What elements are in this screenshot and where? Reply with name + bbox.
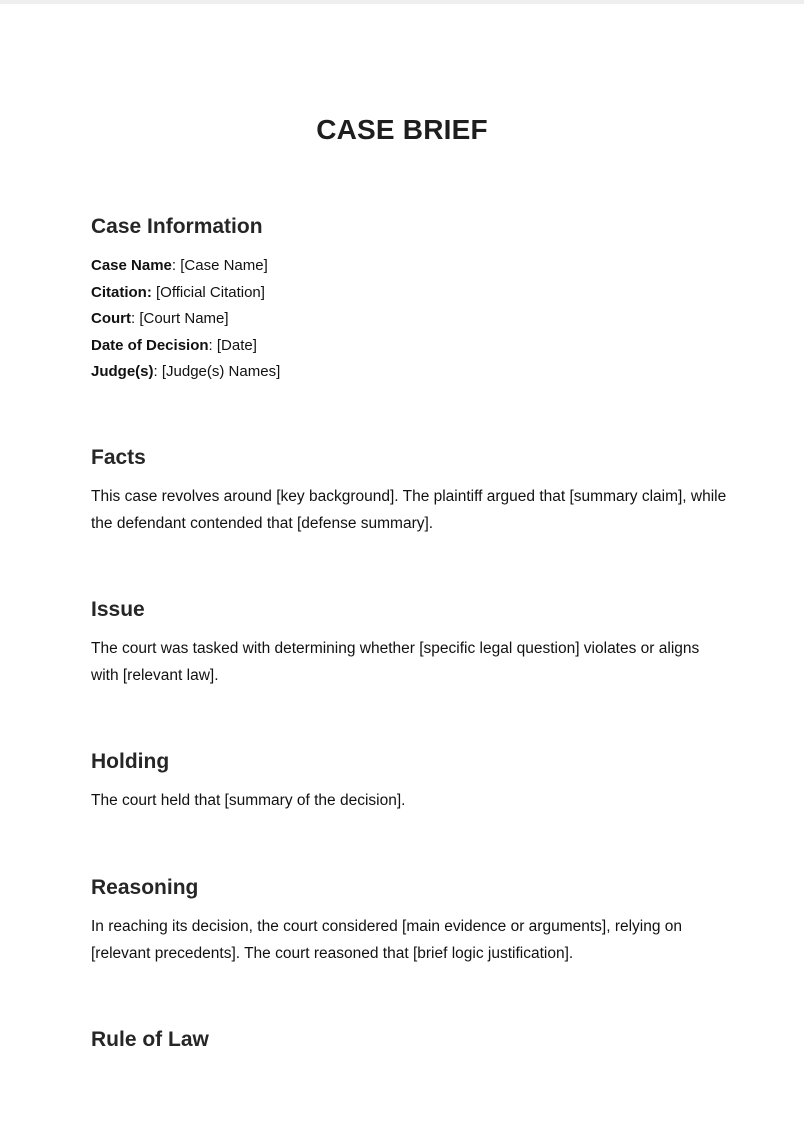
reasoning-text: In reaching its decision, the court considered [main evidence or arguments], relying on [relevant precedents]. The court reasoned that [brief logic justification]. xyxy=(91,918,683,962)
case-information-section xyxy=(91,213,731,386)
field-key: Court xyxy=(91,310,131,327)
field-citation xyxy=(91,280,731,307)
issue-heading: Issue xyxy=(91,598,145,621)
rule-of-law-heading: Rule of Law xyxy=(91,1028,209,1051)
field-value: [Judge(s) Names] xyxy=(161,363,281,380)
field-value: [Court Name] xyxy=(139,310,229,327)
document-title: CASE BRIEF xyxy=(316,114,488,145)
field-key: Case Name xyxy=(91,257,172,274)
facts-text: This case revolves around [key background]. The plaintiff argued that [summary claim], while the defendant contended that [defense summary]. xyxy=(91,488,727,532)
holding-text: The court held that [summary of the decision]. xyxy=(91,792,406,809)
holding-section xyxy=(91,748,731,830)
field-separator: : xyxy=(171,257,181,274)
field-date-of-decision xyxy=(91,333,731,360)
holding-heading: Holding xyxy=(91,750,170,773)
field-key: Judge(s) xyxy=(91,363,154,380)
reasoning-section xyxy=(91,874,731,983)
field-key: Date of Decision xyxy=(91,336,209,354)
case-information-heading: Case Information xyxy=(91,215,263,238)
field-judges xyxy=(91,359,731,386)
facts-section xyxy=(91,444,731,553)
field-value: [Official Citation] xyxy=(156,283,265,301)
facts-heading: Facts xyxy=(91,446,146,469)
reasoning-heading: Reasoning xyxy=(91,876,199,899)
field-separator: : xyxy=(208,336,217,354)
field-separator: : xyxy=(131,310,140,327)
top-border xyxy=(0,0,804,4)
field-court xyxy=(91,306,731,333)
field-key: Citation: xyxy=(91,283,152,301)
rule-of-law-section xyxy=(91,1026,731,1054)
field-value: [Date] xyxy=(216,336,257,354)
field-value: [Case Name] xyxy=(180,257,268,274)
issue-section xyxy=(91,596,731,705)
case-information-fields xyxy=(91,253,731,386)
issue-text: The court was tasked with determining whether [specific legal question] violates or aligns with [relevant law]. xyxy=(91,640,700,684)
field-separator: : xyxy=(153,363,162,380)
field-case-name xyxy=(91,253,731,280)
